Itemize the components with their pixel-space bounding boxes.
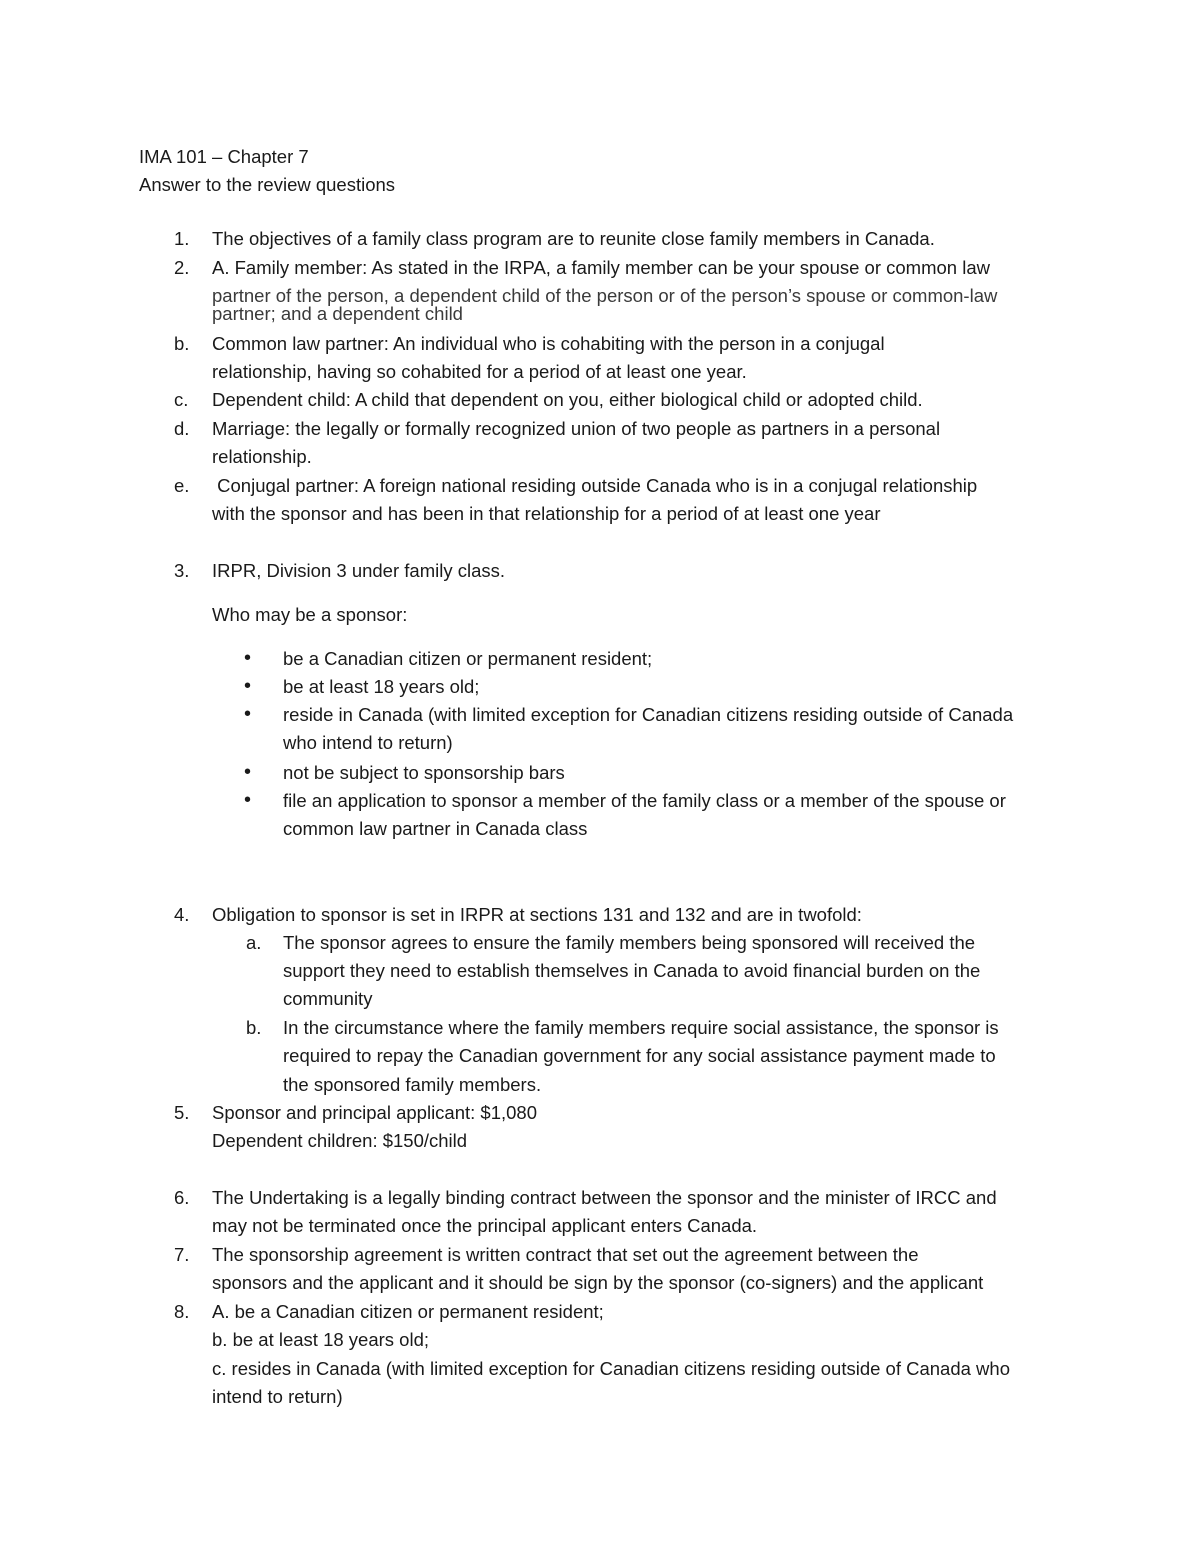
item-1-marker: 1. <box>174 228 190 249</box>
bullet-icon: • <box>244 647 252 669</box>
bullet-icon: • <box>244 761 252 783</box>
item-2-marker: 2. <box>174 257 190 278</box>
item-4b-line: required to repay the Canadian government for any social assistance payment made to <box>283 1045 996 1066</box>
item-7-line: sponsors and the applicant and it should be sign by the sponsor (co-signers) and the applicant <box>212 1272 984 1293</box>
sponsor-criterion: not be subject to sponsorship bars <box>283 762 565 783</box>
item-8-marker: 8. <box>174 1301 190 1322</box>
item-2c-line: Dependent child: A child that dependent on you, either biological child or adopted child. <box>212 389 923 410</box>
item-2a-line: partner; and a dependent child <box>212 303 463 324</box>
item-4a-line: support they need to establish themselves in Canada to avoid financial burden on the <box>283 960 981 981</box>
item-8-line: intend to return) <box>212 1386 343 1407</box>
item-7-line: The sponsorship agreement is written contract that set out the agreement between the <box>212 1244 919 1265</box>
item-2e-line: Conjugal partner: A foreign national residing outside Canada who is in a conjugal relationship <box>212 475 978 496</box>
sponsor-criterion: who intend to return) <box>283 732 453 753</box>
sponsor-criterion: file an application to sponsor a member of the family class or a member of the spouse or <box>283 790 1006 811</box>
item-8-line: A. be a Canadian citizen or permanent resident; <box>212 1301 604 1322</box>
item-4b-line: In the circumstance where the family members require social assistance, the sponsor is <box>283 1017 999 1038</box>
item-3-marker: 3. <box>174 560 190 581</box>
item-2a-line: partner of the person, a dependent child of the person or of the person’s spouse or common-law <box>212 285 998 306</box>
sponsor-criterion: common law partner in Canada class <box>283 818 588 839</box>
item-2e-line: with the sponsor and has been in that relationship for a period of at least one year <box>212 503 881 524</box>
item-4-marker: 4. <box>174 904 190 925</box>
document-title: IMA 101 – Chapter 7 <box>139 146 309 167</box>
bullet-icon: • <box>244 703 252 725</box>
item-2b-line: relationship, having so cohabited for a period of at least one year. <box>212 361 747 382</box>
item-2d-line: Marriage: the legally or formally recognized union of two people as partners in a personal <box>212 418 941 439</box>
item-7-marker: 7. <box>174 1244 190 1265</box>
sponsor-criterion: reside in Canada (with limited exception for Canadian citizens residing outside of Canada <box>283 704 1014 725</box>
item-6-marker: 6. <box>174 1187 190 1208</box>
item-8-line: c. resides in Canada (with limited exception for Canadian citizens residing outside of Canada who <box>212 1358 1010 1379</box>
item-5-marker: 5. <box>174 1102 190 1123</box>
item-4a-line: The sponsor agrees to ensure the family members being sponsored will received the <box>283 932 976 953</box>
sponsor-heading: Who may be a sponsor: <box>212 604 408 625</box>
bullet-icon: • <box>244 789 252 811</box>
item-1-text: The objectives of a family class program are to reunite close family members in Canada. <box>212 228 935 249</box>
item-2a-line: A. Family member: As stated in the IRPA, a family member can be your spouse or common law <box>212 257 990 278</box>
item-4a-marker: a. <box>246 932 262 953</box>
item-8-line: b. be at least 18 years old; <box>212 1329 429 1350</box>
item-4b-marker: b. <box>246 1017 262 1038</box>
bullet-icon: • <box>244 675 252 697</box>
item-2b-line: Common law partner: An individual who is cohabiting with the person in a conjugal <box>212 333 885 354</box>
item-2b-marker: b. <box>174 333 190 354</box>
item-5-line: Dependent children: $150/child <box>212 1130 468 1151</box>
item-2d-marker: d. <box>174 418 190 439</box>
document-subtitle: Answer to the review questions <box>139 174 396 195</box>
item-6-line: The Undertaking is a legally binding contract between the sponsor and the minister of IRCC and <box>212 1187 997 1208</box>
item-2c-marker: c. <box>174 389 189 410</box>
item-2d-line: relationship. <box>212 446 312 467</box>
item-3-text: IRPR, Division 3 under family class. <box>212 560 506 581</box>
item-5-line: Sponsor and principal applicant: $1,080 <box>212 1102 538 1123</box>
sponsor-criterion: be a Canadian citizen or permanent resident; <box>283 648 653 669</box>
item-4a-line: community <box>283 988 373 1009</box>
item-4b-line: the sponsored family members. <box>283 1074 542 1095</box>
item-4-text: Obligation to sponsor is set in IRPR at sections 131 and 132 and are in twofold: <box>212 904 862 925</box>
item-6-line: may not be terminated once the principal applicant enters Canada. <box>212 1215 758 1236</box>
item-2e-marker: e. <box>174 475 190 496</box>
sponsor-criterion: be at least 18 years old; <box>283 676 480 697</box>
